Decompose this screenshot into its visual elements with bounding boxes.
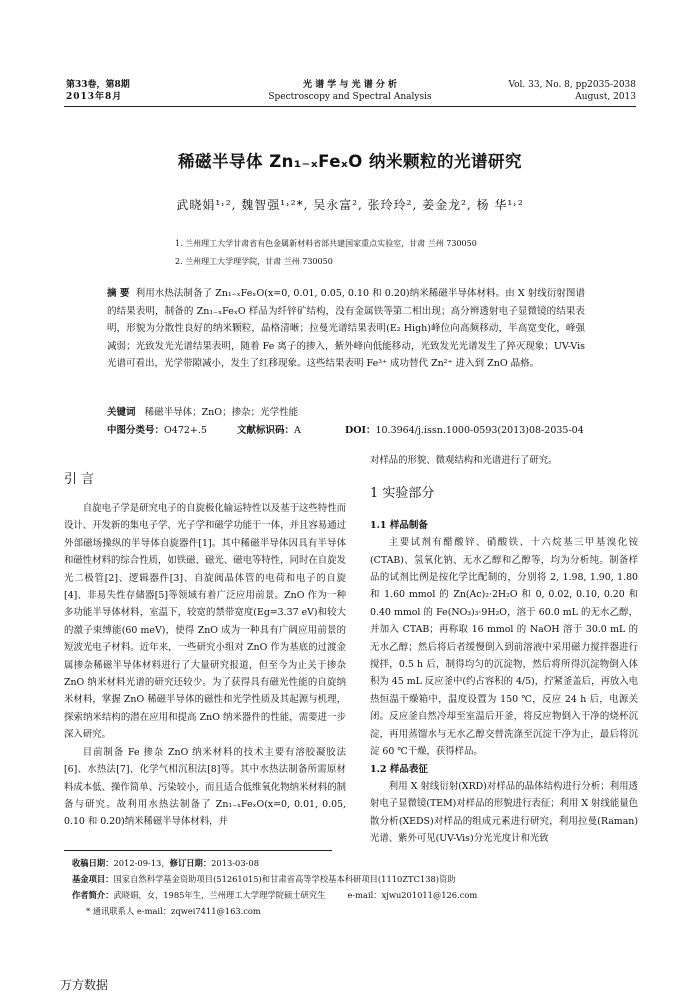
- journal-name-cn: 光 谱 学 与 光 谱 分 析: [303, 80, 397, 90]
- fund-label: 基金项目：: [72, 874, 114, 884]
- keywords-label: 关键词: [107, 407, 136, 418]
- classification-label: 中图分类号：: [107, 425, 165, 436]
- subsection-1-2-heading: 1.2 样品表征: [370, 763, 428, 775]
- received-label: 收稿日期：: [72, 858, 114, 868]
- journal-volume: 第33卷，第8期: [66, 80, 130, 90]
- intro-paragraph: 目前制备 Fe 掺杂 ZnO 纳米材料的技术主要有溶胶凝胶法[6]、水热法[7]、化学气相沉积法[8]等。其中水热法制备所需原材料成本低、操作简单、污染较小，而且适合低维氧化物纳米材料的制备与研究。故利用水热法制备了 Zn₁₋ₓFeₓO(x=0, 0.01, 0.05, 0.10 和 0.20)纳米稀磁半导体材料，并: [64, 746, 346, 828]
- document-code: [237, 422, 301, 436]
- paper-title: 稀磁半导体 Zn₁₋ₓFeₓO 纳米颗粒的光谱研究: [177, 152, 523, 171]
- wanfang-watermark: 万方数据: [60, 978, 109, 992]
- affiliation-1: 1. 兰州理工大学甘肃省有色金属新材料省部共建国家重点实验室，甘肃 兰州 730050: [175, 239, 477, 248]
- footnote-correspondence: * 通讯联系人 e-mail：zqwei7411@163.com: [86, 906, 261, 916]
- author-list: 武晓娟¹˒², 魏智强¹˒²*, 吴永富², 张玲玲², 姜金龙², 杨 华¹˒²: [176, 198, 524, 212]
- intro-continuation: 对样品的形貌、微观结构和光谱进行了研究。: [370, 455, 558, 466]
- keywords: [107, 404, 298, 418]
- received-date: 2012-09-13，: [113, 858, 170, 868]
- section-1-heading: 1 实验部分: [370, 486, 435, 502]
- classification-value: O472+.5: [164, 425, 207, 436]
- journal-name-en: Spectroscopy and Spectral Analysis: [268, 92, 432, 102]
- journal-month: August, 2013: [575, 92, 636, 102]
- doi: [345, 422, 584, 436]
- subsection-1-2-text: 利用 X 射线衍射(XRD)对样品的晶体结构进行分析；利用透射电子显微镜(TEM)对样品的形貌进行表征；利用 X 射线能量色散分析(XEDS)对样品的组成元素进行研究，利用拉曼(Raman)光谱、紫外可见(UV-Vis)分光光度计和光致: [370, 780, 638, 845]
- document-code-label: 文献标识码：: [237, 425, 295, 436]
- classification-number: [107, 422, 207, 436]
- revised-date: 2013-03-08: [211, 858, 259, 868]
- doi-label: DOI：: [345, 425, 376, 436]
- footnote-dates: [72, 856, 259, 871]
- intro-body: [64, 500, 346, 831]
- journal-pages: Vol. 33, No. 8, pp2035-2038: [508, 80, 636, 90]
- keywords-text: 稀磁半导体；ZnO；掺杂；光学性能: [144, 407, 299, 418]
- revised-label: 修订日期：: [169, 858, 212, 868]
- journal-date: 2013年8月: [66, 92, 123, 102]
- doi-value: 10.3964/j.issn.1000-0593(2013)08-2035-04: [375, 425, 584, 436]
- subsection-1-1-text: 主要试剂有醋酸锌、硝酸铁、十六烷基三甲基溴化铵(CTAB)、氢氧化钠、无水乙醇和乙醇等，均为分析纯。制备样品的试剂比例是按化学比配制的，分别将 2, 1.98, 1.90, 1.80 和 1.60 mmol 的 Zn(Ac)₂·2H₂O 和 0, 0.02, 0.10, 0.20 和 0.40 mmol 的 Fe(NO₃)₃·9H₂O，溶于 60.0 mL 的无水乙醇，并加入 CTAB；再称取 16 mmol 的 NaOH 溶于 30.0 mL 的无水乙醇；然后将后者缓慢倒入到前溶液中采用磁力搅拌器进行搅拌，0.5 h 后，制得均匀的沉淀物，然后将所得沉淀物倒入体积为 45 mL 反应釜中(约占容积的 4/5)，拧紧釜盖后，再放入电热恒温干燥箱中，温度设置为 150 ℃，反应 24 h 后，电源关闭。反应釜自然冷却至室温后开釜，将反应物倒入干净的烧杯沉淀，再用蒸馏水与无水乙醇交替洗涤至沉淀干净为止，最后将沉淀 60 ℃干燥，获得样品。: [370, 537, 638, 758]
- author-label: 作者简介：: [72, 890, 114, 900]
- intro-paragraph: 自旋电子学是研究电子的自旋极化输运特性以及基于这些特性而设计、开发新的集电子学、光子学和磁学功能于一体，并且容易通过外部磁场操纵的半导体自旋器件[1]。其中稀磁半导体因具有半导体和磁性材料的综合性质，如铁磁、磁光、磁电等特性，同时在自旋发光二极管[2]、逻辑器件[3]、自旋阀晶体管的电荷和电子的自旋[4]、非易失性存储器[5]等领域有着广泛应用前景。ZnO 作为一种多功能半导体材料，室温下，较宽的禁带宽度(Eg=3.37 eV)和较大的激子束缚能(60 meV)，使得 ZnO 成为一种具有广阔应用前景的短波光电子材料。近年来，一些研究小组对 ZnO 作为基底的过渡金属掺杂稀磁半导体材料进行了大量研究报道，但至今为止关于掺杂 ZnO 纳米材料光谱的研究还较少。为了获得具有磁光性能的自旋纳米材料，掌握 ZnO 稀磁半导体的磁性和光学性质及其起源与机理，探索纳米结构的潜在应用和提高 ZnO 纳米器件的性能，需要进一步深入研究。: [64, 503, 346, 741]
- fund-text: 国家自然科学基金资助项目(51261015)和甘肃省高等学校基本科研项目(1110ZTC138)资助: [113, 874, 456, 884]
- abstract-label: 摘 要: [107, 288, 130, 299]
- abstract-text: 利用水热法制备了 Zn₁₋ₓFeₓO(x=0, 0.01, 0.05, 0.10 和 0.20)纳米稀磁半导体材料。由 X 射线衍射图谱的结果表明，制备的 Zn₁₋ₓFeₓO 样品为纤锌矿结构，没有金属铁等第二相出现；高分辨透射电子显微镜的结果表明，形貌为分散性良好的纳米颗粒，晶格清晰；拉曼光谱结果表明(E₂ High)峰位向高频移动，半高宽变化，峰强减弱；光致发光光谱结果表明，随着 Fe 离子的掺入，紫外峰向低能移动，光致发光光谱发生了猝灭现象；UV-Vis 光谱可看出，光学带隙减小，发生了红移现象。这些结果表明 Fe³⁺ 成功替代 Zn²⁺ 进入到 ZnO 晶格。: [107, 288, 585, 370]
- footnote-rule: [64, 850, 332, 851]
- section-intro-heading: 引 言: [64, 472, 95, 487]
- subsection-1-1-heading: 1.1 样品制备: [370, 519, 428, 531]
- author-email: e-mail：xjwu201011@126.com: [347, 890, 478, 900]
- author-bio: 武晓娟，女，1985年生，兰州理工大学理学院硕士研究生: [113, 890, 326, 900]
- right-column: [370, 452, 638, 848]
- footnote-author: [72, 888, 477, 903]
- footnote-fund: [72, 872, 456, 887]
- document-code-value: A: [294, 425, 301, 436]
- affiliation-2: 2. 兰州理工大学理学院，甘肃 兰州 730050: [175, 257, 333, 266]
- header-rule: [64, 106, 636, 107]
- abstract: [107, 285, 585, 373]
